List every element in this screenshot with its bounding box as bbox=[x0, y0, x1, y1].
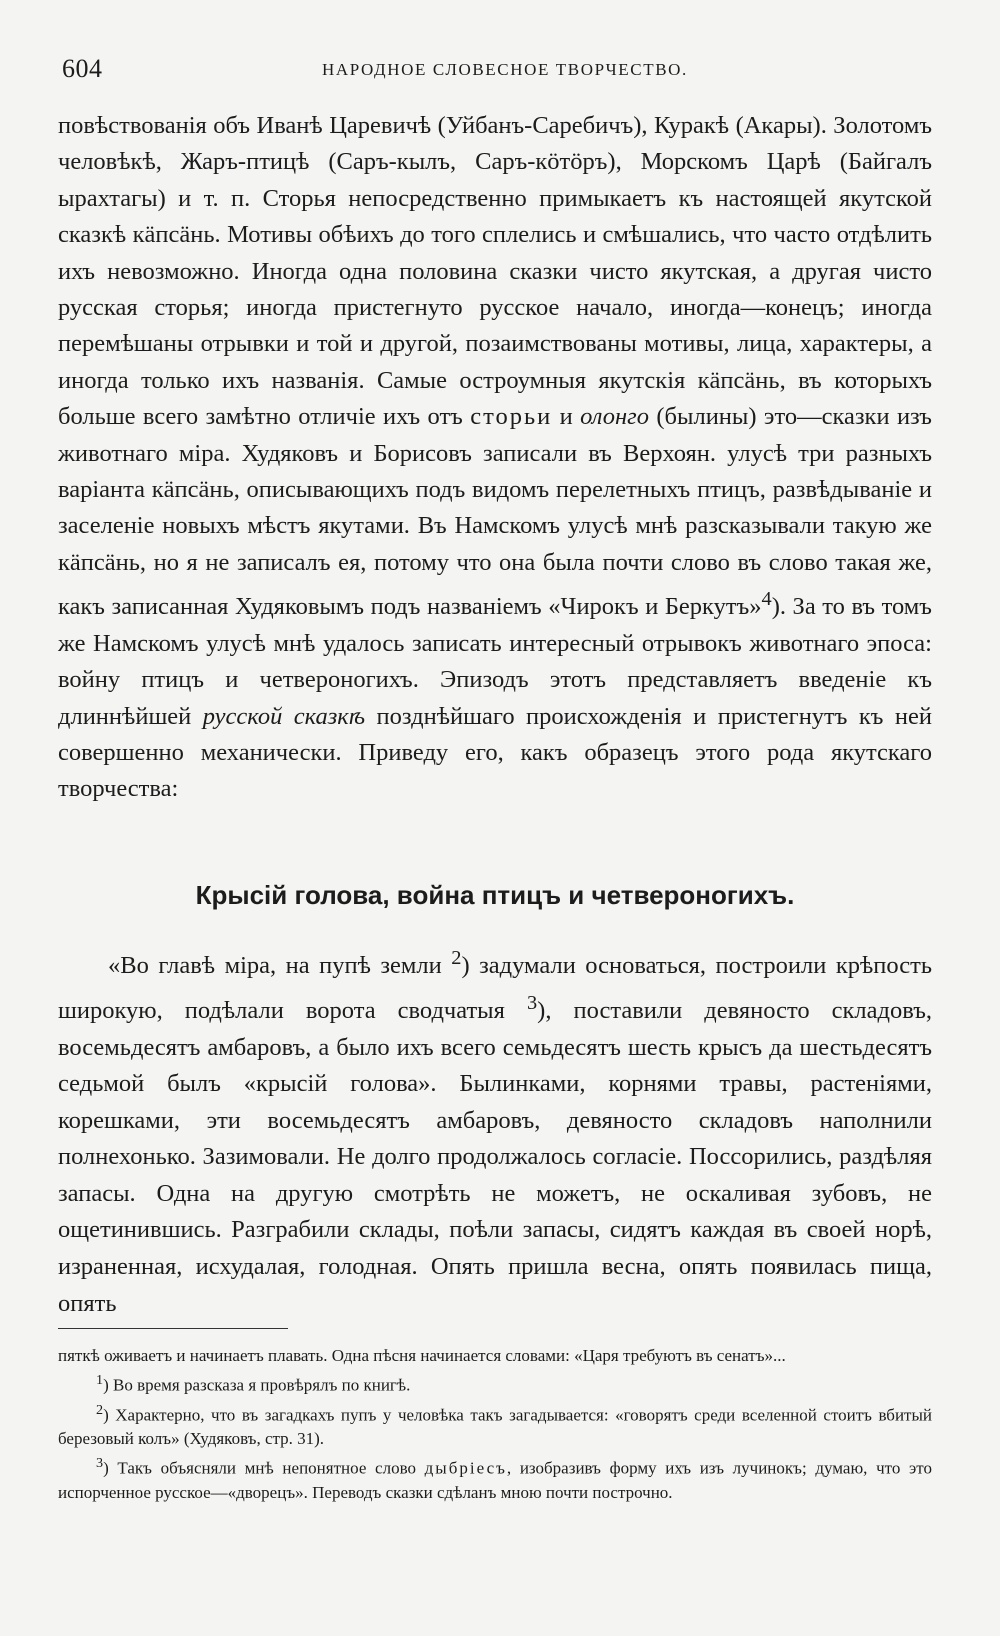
footnote-spaced-word: дыбріесъ bbox=[424, 1458, 507, 1478]
footnote-ref: 4 bbox=[761, 588, 772, 611]
footnote-text: ) Во время разсказа я провѣрялъ по книгѣ. bbox=[103, 1375, 411, 1395]
intro-seg2: и bbox=[552, 403, 581, 431]
intro-spaced-word: сторьи bbox=[470, 403, 553, 431]
footnote-number: 2 bbox=[96, 1401, 104, 1418]
page-header bbox=[62, 54, 932, 90]
intro-text bbox=[58, 108, 932, 808]
intro-italic-word: олонго bbox=[580, 403, 649, 431]
tale-seg1: «Во главѣ міра, на пупѣ земли bbox=[108, 952, 452, 980]
intro-seg5: позднѣйшаго происхожденія и пристегнутъ къ ней совершенно механически. Приведу его, какъ образецъ этого рода якутскаго творчества: bbox=[58, 702, 932, 803]
footnote-text: ) Характерно, что въ загадкахъ пупъ у человѣка такъ загадывается: «говорятъ среди вселенной стоитъ вбитый березовый колъ» (Худяковъ, стр. 31). bbox=[58, 1405, 932, 1449]
intro-seg3: (былины) это—сказки изъ животнаго міра. Худяковъ и Борисовъ записали въ Верхоян. улусѣ три разныхъ варіанта кäпсäнь, описывающихъ подъ видомъ перелетныхъ птицъ, развѣдываніе и заселеніе новыхъ мѣстъ якутами. Въ Намскомъ улусѣ мнѣ разсказывали такую же кäпсäнь, но я не записалъ ея, потому что она была почти слово въ слово такая же, какъ записанная Худяковымъ подъ названіемъ «Чирокъ и Беркутъ» bbox=[58, 403, 932, 621]
footnote-number: 3 bbox=[96, 1455, 104, 1472]
footnote-2 bbox=[58, 1398, 932, 1452]
section-title: Крысій голова, война птицъ и четвероногихъ. bbox=[195, 880, 795, 910]
footnote-3 bbox=[58, 1451, 932, 1505]
footnote-text: , изобразивъ форму ихъ изъ лучинокъ; думаю, что это испорченное русское—«дворецъ». Переводъ сказки сдѣланъ мною почти построчно. bbox=[58, 1458, 933, 1502]
footnote-ref: 2 bbox=[451, 947, 462, 969]
running-title: НАРОДНОЕ СЛОВЕСНОЕ ТВОРЧЕСТВО. bbox=[322, 60, 688, 79]
page-number: 604 bbox=[62, 54, 103, 83]
footnote-ref: 3 bbox=[526, 991, 538, 1014]
footnote-text: ) Такъ объясняли мнѣ непонятное слово bbox=[103, 1458, 425, 1478]
footnotes bbox=[58, 1344, 932, 1505]
intro-italic-phrase: русской сказкѣ bbox=[202, 702, 366, 730]
tale-seg2: ) задумали основаться, построили крѣпость широкую, подѣлали ворота сводчатыя bbox=[58, 952, 932, 1024]
footnote-divider bbox=[58, 1328, 288, 1329]
tale-seg3: ), поставили девяносто складовъ, восемьдесятъ амбаровъ, а было ихъ всего семьдесятъ шесть крысъ да шестьдесятъ седьмой былъ «крысій голова». Былинками, корнями травы, растеніями, корешками, эти восемьдесятъ амбаровъ, девяносто складовъ наполнили полнехонько. Зазимовали. Не долго продолжалось согласіе. Поссорились, раздѣляя запасы. Одна на другую смотрѣть не можетъ, не оскаливая зубовъ, не ощетинившись. Разграбили склады, поѣли запасы, сидятъ каждая въ своей норѣ, израненная, исхудалая, голодная. Опять пришла весна, опять появилась пища, опять bbox=[58, 996, 932, 1317]
intro-seg4: ). За то въ томъ же Намскомъ улусѣ мнѣ удалось записать интересный отрывокъ животнаго эпоса: войну птицъ и четвероногихъ. Эпизодъ этотъ представляетъ введеніе къ длиннѣйшей bbox=[58, 593, 932, 730]
intro-seg1: повѣствованія объ Иванѣ Царевичѣ (Уйбанъ-Саребичъ), Куракѣ (Акары). Золотомъ человѣкѣ, Жаръ-птицѣ (Саръ-кылъ, Саръ-кӧтӧръ), Морскомъ Царѣ (Байгалъ ырахтагы) и т. п. Сторья непосредственно примыкаетъ къ настоящей якутской сказкѣ кäпсäнь. Мотивы обѣихъ до того сплелись и смѣшались, что часто отдѣлить ихъ невозможно. Иногда одна половина сказки чисто якутская, а другая чисто русская сторья; иногда пристегнуто русское начало, иногда—конецъ; иногда перемѣшаны отрывки и той и другой, позаимствованы мотивы, лица, характеры, а иногда только ихъ названія. Самые остроумныя якутскія кäпсäнь, въ которыхъ больше всего замѣтно отличіе ихъ отъ bbox=[58, 112, 932, 431]
tale-paragraph bbox=[58, 940, 932, 1322]
footnote-number: 1 bbox=[96, 1372, 104, 1388]
footnote-continuation: пяткѣ оживаетъ и начинаетъ плавать. Одна пѣсня начинается словами: «Царя требуютъ въ сенатъ»... bbox=[58, 1346, 786, 1365]
tale-text bbox=[58, 940, 932, 1322]
intro-paragraph bbox=[58, 108, 932, 808]
footnote-1 bbox=[58, 1368, 932, 1398]
